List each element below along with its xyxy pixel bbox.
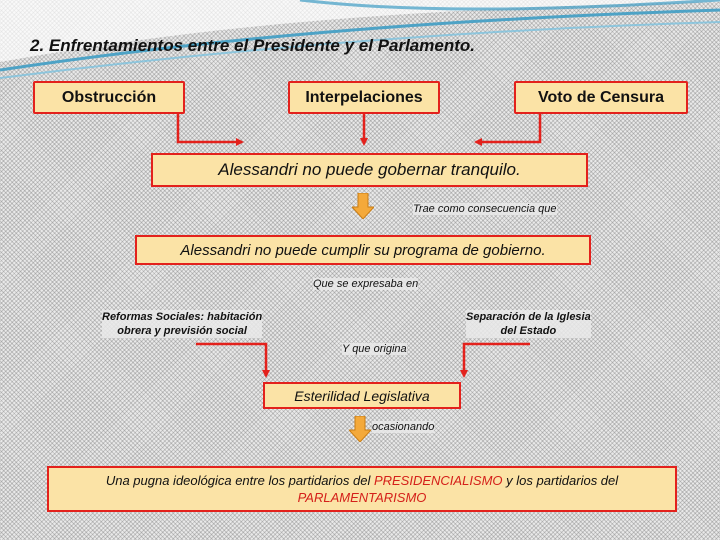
note-expresaba: Que se expresaba en — [313, 278, 419, 290]
box-pugna-ideologica — [47, 466, 677, 512]
note-ocasionando: ocasionando — [372, 421, 435, 433]
text-separacion-iglesia — [466, 310, 591, 338]
note-origina: Y que origina — [342, 343, 407, 355]
box-interpelaciones: Interpelaciones — [288, 81, 440, 114]
box-gobernar-tranquilo: Alessandri no puede gobernar tranquilo. — [151, 153, 588, 187]
box-programa-gobierno: Alessandri no puede cumplir su programa de gobierno. — [135, 235, 591, 265]
down-arrow-ocasionando — [349, 416, 371, 442]
final-presidencialismo: PRESIDENCIALISMO — [373, 473, 503, 488]
separacion-line1: Separación de la Iglesia — [466, 311, 591, 323]
arrow-voto — [476, 114, 540, 142]
box-voto-de-censura: Voto de Censura — [514, 81, 688, 114]
reformas-line1: Reformas Sociales: habitación — [102, 311, 263, 323]
reformas-line2: obrera y previsión social — [117, 325, 247, 337]
text-reformas-sociales — [102, 310, 262, 338]
final-part1: Una pugna ideológica entre los partidarios del — [105, 473, 374, 488]
final-parlamentarismo: PARLAMENTARISMO — [297, 490, 427, 505]
box-obstruccion: Obstrucción — [33, 81, 185, 114]
arrow-obstruccion — [178, 114, 242, 142]
note-consecuencia: Trae como consecuencia que — [413, 203, 557, 215]
slide-title: 2. Enfrentamientos entre el Presidente y el Parlamento. — [30, 36, 475, 55]
arrow-separacion — [464, 344, 530, 376]
down-arrow-consecuencia — [352, 193, 374, 219]
arrow-reformas — [196, 344, 266, 376]
box-esterilidad-legislativa: Esterilidad Legislativa — [263, 382, 461, 409]
final-text — [106, 472, 618, 506]
final-part2: y los partidarios del — [502, 473, 619, 488]
separacion-line2: del Estado — [500, 325, 557, 337]
